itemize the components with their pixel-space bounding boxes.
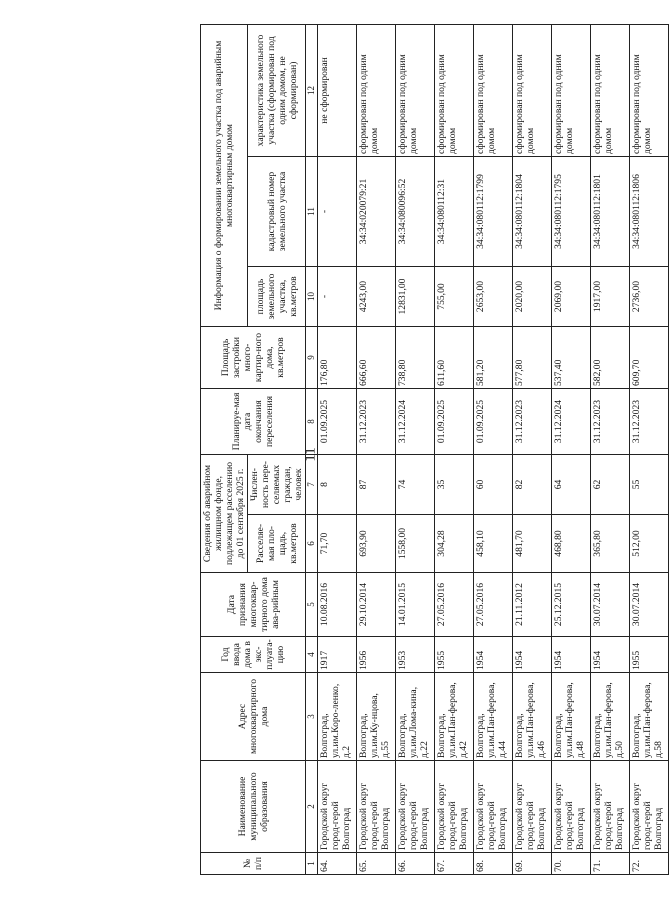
cell-cadastral: 34:34:080112:1795 bbox=[551, 157, 590, 267]
table-row bbox=[473, 24, 512, 874]
column-number: 12 bbox=[306, 24, 317, 156]
cell-cadastral: - bbox=[317, 157, 356, 267]
cell-area: 71,70 bbox=[317, 515, 356, 573]
column-number: 5 bbox=[306, 573, 317, 637]
cell-land-area: 4243,00 bbox=[356, 267, 395, 327]
header-land-group: Информация о формировании земельного участка под аварийным многоквартирным домом bbox=[201, 24, 248, 326]
cell-address: Волгоград, ул.им.Пан-ферова, д.42 bbox=[434, 673, 473, 761]
header-area-resettle: Расселяе-мая пло-щадь, кв.метров bbox=[248, 515, 306, 573]
column-number: 1 bbox=[306, 853, 317, 875]
table-row bbox=[356, 24, 395, 874]
cell-num: 66. bbox=[395, 853, 434, 875]
header-year: Год ввода дома в экс-плуата-цию bbox=[201, 637, 306, 673]
header-building-area: Площадь застройки много-картир-ного дома, кв.метров bbox=[201, 327, 306, 389]
cell-num: 67. bbox=[434, 853, 473, 875]
cell-land-char: сформирован под одним домом bbox=[356, 24, 395, 156]
cell-municipality: Городской округ город-герой Волгоград bbox=[629, 761, 668, 853]
cell-planned-date: 31.12.2023 bbox=[356, 389, 395, 455]
cell-planned-date: 31.12.2024 bbox=[551, 389, 590, 455]
cell-municipality: Городской округ город-герой Волгоград bbox=[434, 761, 473, 853]
cell-land-char: сформирован под одним домом bbox=[395, 24, 434, 156]
cell-building-area: 582,00 bbox=[590, 327, 629, 389]
cell-planned-date: 01.09.2025 bbox=[434, 389, 473, 455]
cell-address: Волгоград, ул.им.Пан-ферова, д.44 bbox=[473, 673, 512, 761]
cell-num: 68. bbox=[473, 853, 512, 875]
cell-year: 1954 bbox=[473, 637, 512, 673]
cell-municipality: Городской округ город-герой Волгоград bbox=[590, 761, 629, 853]
cell-cadastral: 34:34:080112:1806 bbox=[629, 157, 668, 267]
cell-cadastral: 34:34:080112:31 bbox=[434, 157, 473, 267]
cell-planned-date: 31.12.2023 bbox=[512, 389, 551, 455]
column-number: 8 bbox=[306, 389, 317, 455]
table-row bbox=[512, 24, 551, 874]
header-people: Числен-ность пере-селяемых граждан, человек bbox=[248, 455, 306, 515]
cell-year: 1956 bbox=[356, 637, 395, 673]
cell-address: Волгоград, ул.им.Пан-ферова, д.58 bbox=[629, 673, 668, 761]
cell-year: 1917 bbox=[317, 637, 356, 673]
cell-land-area: 2069,00 bbox=[551, 267, 590, 327]
cell-land-area: 2653,00 bbox=[473, 267, 512, 327]
header-land-char: характеристика земельного участка (сформирован под одним домом, не сформирован) bbox=[248, 24, 306, 156]
cell-date: 27.05.2016 bbox=[434, 573, 473, 637]
cell-address: Волгоград, ул.им.Лома-кина, д.22 bbox=[395, 673, 434, 761]
cell-land-area: 2736,00 bbox=[629, 267, 668, 327]
column-number: 10 bbox=[306, 267, 317, 327]
cell-area: 468,80 bbox=[551, 515, 590, 573]
column-number: 9 bbox=[306, 327, 317, 389]
header-cadastral: кадастровый номер земельного участка bbox=[248, 157, 306, 267]
cell-address: Волгоград, ул.им.Пан-ферова, д.50 bbox=[590, 673, 629, 761]
cell-people: 62 bbox=[590, 455, 629, 515]
cell-num: 69. bbox=[512, 853, 551, 875]
cell-planned-date: 31.12.2023 bbox=[629, 389, 668, 455]
cell-building-area: 577,80 bbox=[512, 327, 551, 389]
column-number-row bbox=[306, 24, 317, 874]
cell-land-area: 755,00 bbox=[434, 267, 473, 327]
cell-municipality: Городской округ город-герой Волгоград bbox=[473, 761, 512, 853]
header-planned-date: Планируе-мая дата окончания переселения bbox=[201, 389, 306, 455]
column-number: 7 bbox=[306, 455, 317, 515]
cell-building-area: 611,60 bbox=[434, 327, 473, 389]
cell-year: 1953 bbox=[395, 637, 434, 673]
cell-date: 27.05.2016 bbox=[473, 573, 512, 637]
cell-date: 29.10.2014 bbox=[356, 573, 395, 637]
cell-num: 72. bbox=[629, 853, 668, 875]
cell-planned-date: 01.09.2025 bbox=[473, 389, 512, 455]
cell-people: 87 bbox=[356, 455, 395, 515]
cell-num: 70. bbox=[551, 853, 590, 875]
cell-area: 512,00 bbox=[629, 515, 668, 573]
cell-year: 1955 bbox=[434, 637, 473, 673]
cell-people: 55 bbox=[629, 455, 668, 515]
cell-municipality: Городской округ город-герой Волгоград bbox=[551, 761, 590, 853]
cell-year: 1954 bbox=[551, 637, 590, 673]
cell-people: 8 bbox=[317, 455, 356, 515]
cell-date: 30.07.2014 bbox=[590, 573, 629, 637]
cell-land-char: не сформирован bbox=[317, 24, 356, 156]
header-address: Адрес многоквартирного дома bbox=[201, 673, 306, 761]
cell-area: 304,28 bbox=[434, 515, 473, 573]
cell-date: 10.08.2016 bbox=[317, 573, 356, 637]
cell-cadastral: 34:34:080112:1801 bbox=[590, 157, 629, 267]
cell-building-area: 537,40 bbox=[551, 327, 590, 389]
column-number: 3 bbox=[306, 673, 317, 761]
cell-people: 74 bbox=[395, 455, 434, 515]
cell-num: 65. bbox=[356, 853, 395, 875]
cell-people: 60 bbox=[473, 455, 512, 515]
header-date-recognition: Дата признания многоквар-тирного дома ава-рийным bbox=[201, 573, 306, 637]
cell-land-area: - bbox=[317, 267, 356, 327]
cell-num: 64. bbox=[317, 853, 356, 875]
table-row bbox=[551, 24, 590, 874]
header-fund-group: Сведения об аварийном жилищном фонде, подлежащем расселению до 01 сентября 2025 г. bbox=[201, 455, 248, 573]
cell-municipality: Городской округ город-герой Волгоград bbox=[395, 761, 434, 853]
cell-address: Волгоград, ул.им.Пан-ферова, д.46 bbox=[512, 673, 551, 761]
cell-municipality: Городской округ город-герой Волгоград bbox=[356, 761, 395, 853]
cell-people: 35 bbox=[434, 455, 473, 515]
cell-address: Волгоград, ул.им.Пан-ферова, д.48 bbox=[551, 673, 590, 761]
cell-date: 30.07.2014 bbox=[629, 573, 668, 637]
cell-land-area: 12831,00 bbox=[395, 267, 434, 327]
cell-area: 1558,00 bbox=[395, 515, 434, 573]
column-number: 11 bbox=[306, 157, 317, 267]
table-row bbox=[395, 24, 434, 874]
cell-area: 365,80 bbox=[590, 515, 629, 573]
cell-land-char: сформирован под одним домом bbox=[590, 24, 629, 156]
cell-area: 481,70 bbox=[512, 515, 551, 573]
table-row bbox=[317, 24, 356, 874]
cell-cadastral: 34:34:020079:21 bbox=[356, 157, 395, 267]
cell-land-area: 2020,00 bbox=[512, 267, 551, 327]
rotated-table-container bbox=[200, 25, 664, 875]
page-number: 11 bbox=[302, 447, 319, 462]
cell-land-char: сформирован под одним домом bbox=[629, 24, 668, 156]
cell-cadastral: 34:34:080096:52 bbox=[395, 157, 434, 267]
cell-land-char: сформирован под одним домом bbox=[473, 24, 512, 156]
cell-date: 21.11.2012 bbox=[512, 573, 551, 637]
cell-cadastral: 34:34:080112:1804 bbox=[512, 157, 551, 267]
cell-people: 64 bbox=[551, 455, 590, 515]
table-row bbox=[434, 24, 473, 874]
cell-planned-date: 31.12.2023 bbox=[590, 389, 629, 455]
cell-building-area: 176,80 bbox=[317, 327, 356, 389]
cell-year: 1954 bbox=[512, 637, 551, 673]
header-num: № п/п bbox=[201, 853, 306, 875]
header-land-area: площадь земельного участка, кв.метров bbox=[248, 267, 306, 327]
cell-cadastral: 34:34:080112:1799 bbox=[473, 157, 512, 267]
cell-building-area: 609,70 bbox=[629, 327, 668, 389]
cell-area: 693,90 bbox=[356, 515, 395, 573]
table-row bbox=[590, 24, 629, 874]
cell-address: Волгоград, ул.им.Ку-нцова, д.55 bbox=[356, 673, 395, 761]
cell-area: 458,10 bbox=[473, 515, 512, 573]
cell-year: 1955 bbox=[629, 637, 668, 673]
emergency-housing-table bbox=[200, 24, 669, 875]
column-number: 4 bbox=[306, 637, 317, 673]
cell-municipality: Городской округ город-герой Волгоград bbox=[317, 761, 356, 853]
cell-year: 1954 bbox=[590, 637, 629, 673]
cell-municipality: Городской округ город-герой Волгоград bbox=[512, 761, 551, 853]
cell-building-area: 738,80 bbox=[395, 327, 434, 389]
cell-building-area: 581,20 bbox=[473, 327, 512, 389]
table-row bbox=[629, 24, 668, 874]
header-municipality: Наименование муниципального образования bbox=[201, 761, 306, 853]
cell-num: 71. bbox=[590, 853, 629, 875]
cell-address: Волгоград, ул.им.Коро-ленко, д.2 bbox=[317, 673, 356, 761]
cell-people: 82 bbox=[512, 455, 551, 515]
cell-planned-date: 01.09.2025 bbox=[317, 389, 356, 455]
column-number: 6 bbox=[306, 515, 317, 573]
cell-land-char: сформирован под одним домом bbox=[512, 24, 551, 156]
cell-planned-date: 31.12.2024 bbox=[395, 389, 434, 455]
column-number: 2 bbox=[306, 761, 317, 853]
cell-land-area: 1917,00 bbox=[590, 267, 629, 327]
cell-building-area: 666,60 bbox=[356, 327, 395, 389]
cell-date: 25.12.2015 bbox=[551, 573, 590, 637]
cell-land-char: сформирован под одним домом bbox=[434, 24, 473, 156]
cell-land-char: сформирован под одним домом bbox=[551, 24, 590, 156]
cell-date: 14.01.2015 bbox=[395, 573, 434, 637]
